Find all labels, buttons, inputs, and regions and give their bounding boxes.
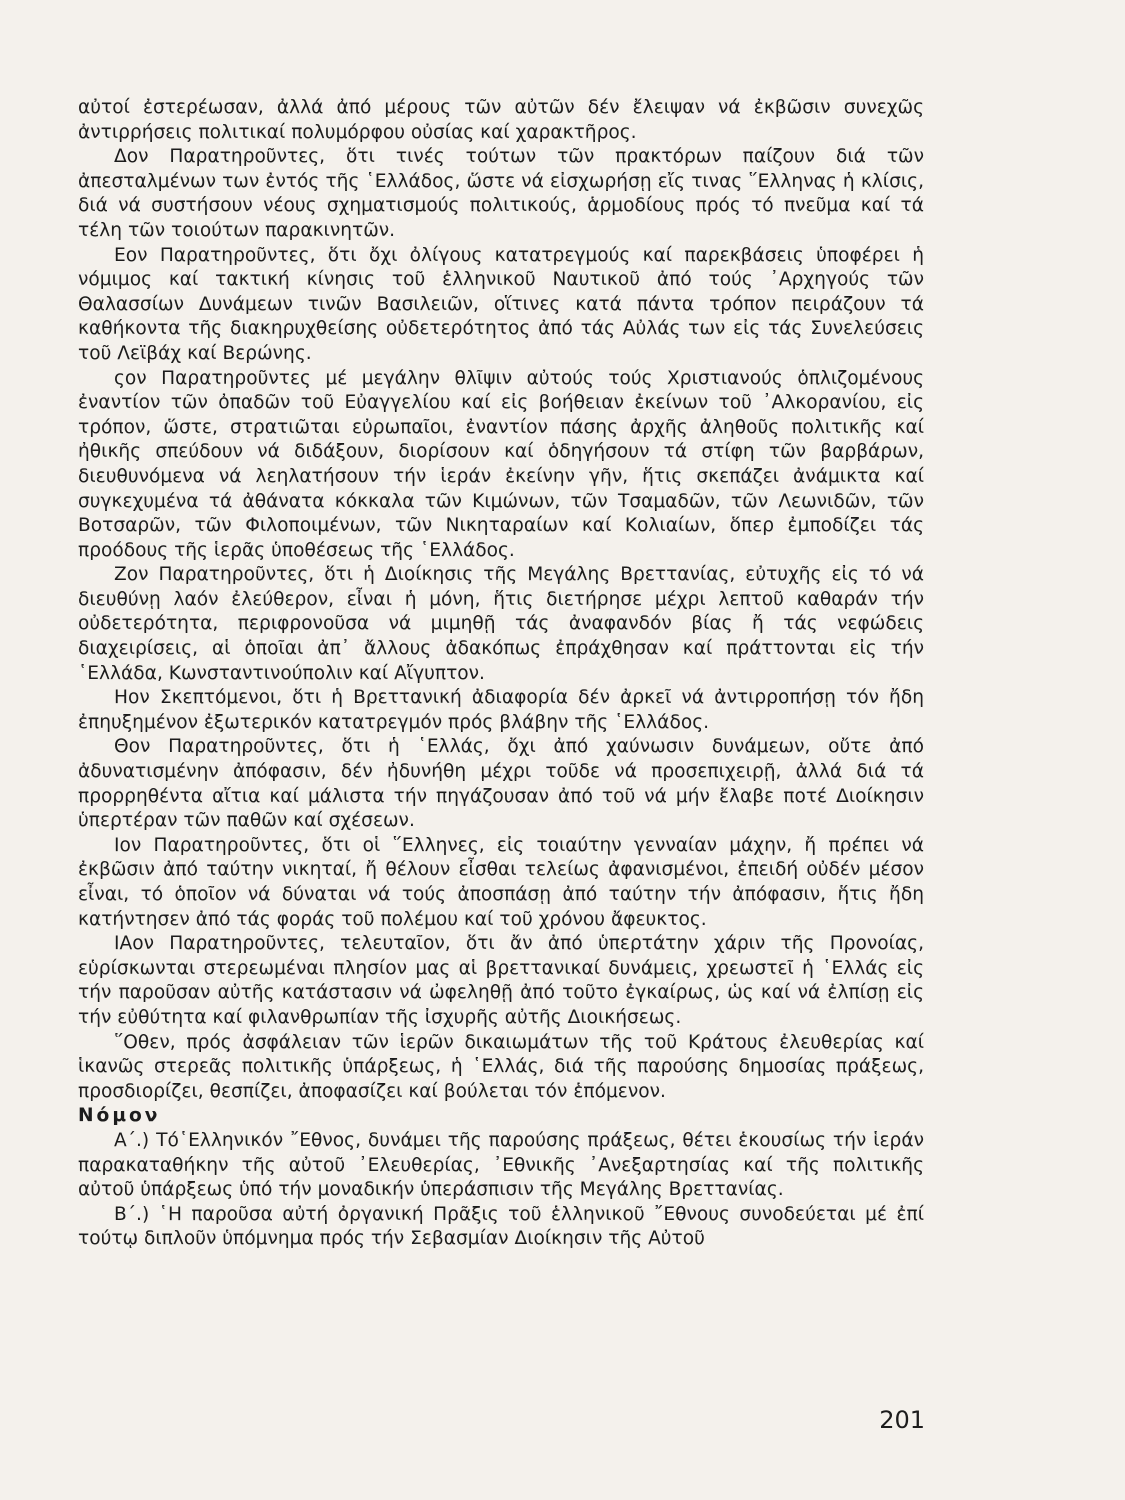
paragraph: Ηον Σκεπτόμενοι, ὅτι ἡ Βρεττανική ἀδιαφορία δέν ἀρκεῖ νά ἀντιρροπήσῃ τόν ἤδη ἐπηυξημένον ἐξωτερικόν κατατρεγμόν πρός βλάβην τῆς ῾Ελλάδος. (78, 687, 924, 733)
paragraph: Ιον Παρατηροῦντες, ὅτι οἱ ῞Ελληνες, εἰς τοιαύτην γενναίαν μάχην, ἤ πρέπει νά ἐκβῶσιν ἀπό ταύτην νικηταί, ἤ θέλουν εἶσθαι τελείως ἀφανισμένοι, ἐπειδή οὐδέν μέσον εἶναι, τό ὁποῖον νά δύναται νά τούς ἀποσπάσῃ ἀπό ταύτην τήν ἀπόφασιν, ἥτις ἤδη κατήντησεν ἀπό τάς φοράς τοῦ πολέμου καί τοῦ χρόνου ἄφευκτος. (78, 834, 924, 930)
document-body (78, 96, 924, 1252)
paragraph: ςον Παρατηροῦντες μέ μεγάλην θλῖψιν αὐτούς τούς Χριστιανούς ὁπλιζομένους ἐναντίον τῶν ὀπαδῶν τοῦ Εὐαγγελίου καί εἰς βοήθειαν ἐκείνων τοῦ ᾿Αλκορανίου, εἰς τρόπον, ὥστε, στρατιῶται εὐρωπαῖοι, ἐναντίον πάσης ἀρχῆς ἀληθοῦς πολιτικῆς καί ἠθικῆς σπεύδουν νά διδάξουν, διορίσουν καί ὁδηγήσουν τά στίφη τῶν βαρβάρων, διευθυνόμενα νά λεηλατήσουν τήν ἱεράν ἐκείνην γῆν, ἥτις σκεπάζει ἀνάμικτα καί συγκεχυμένα τά ἀθάνατα κόκκαλα τῶν Κιμώνων, τῶν Τσαμαδῶν, τῶν Λεωνιδῶν, τῶν Βοτσαρῶν, τῶν Φιλοποιμένων, τῶν Νικηταραίων καί Κολιαίων, ὅπερ ἐμποδίζει τάς προόδους τῆς ἱερᾶς ὑποθέσεως τῆς ῾Ελλάδος. (78, 367, 924, 561)
paragraph: Θον Παρατηροῦντες, ὅτι ἡ ῾Ελλάς, ὄχι ἀπό χαύνωσιν δυνάμεων, οὔτε ἀπό ἀδυνατισμένην ἀπόφασιν, δέν ἠδυνήθη μέχρι τοῦδε νά προσεπιχειρῇ, ἀλλά διά τά προρρηθέντα αἴτια καί μάλιστα τήν πηγάζουσαν ἀπό τοῦ νά μήν ἔλαβε ποτέ Διοίκησιν ὑπερτέραν τῶν παθῶν καί σχέσεων. (78, 736, 924, 832)
paragraph: Δον Παρατηροῦντες, ὅτι τινές τούτων τῶν πρακτόρων παίζουν διά τῶν ἀπεσταλμένων των ἐντός τῆς ῾Ελλάδος, ὥστε νά εἰσχωρήσῃ εἴς τινας ῞Ελληνας ἡ κλίσις, διά νά συστήσουν νέους σχηματισμούς πολιτικούς, ἁρμοδίους πρός τό πνεῦμα καί τά τέλη τῶν τοιούτων παρακινητῶν. (78, 146, 924, 241)
page-number: 201 (879, 1406, 925, 1434)
paragraph: Εον Παρατηροῦντες, ὅτι ὄχι ὀλίγους κατατρεγμούς καί παρεκβάσεις ὑποφέρει ἡ νόμιμος καί τακτική κίνησις τοῦ ἑλληνικοῦ Ναυτικοῦ ἀπό τούς ᾿Αρχηγούς τῶν Θαλασσίων Δυνάμεων τινῶν Βασιλειῶν, οἵτινες κατά πάντα τρόπον πειράζουν τά καθήκοντα τῆς διακηρυχθείσης οὐδετερότητος ἀπό τάς Αὐλάς των εἰς τάς Συνελεύσεις τοῦ Λεϊβάχ καί Βερώνης. (78, 244, 924, 364)
law-heading: Νόμον (78, 1105, 161, 1127)
paragraph: ΙΑον Παρατηροῦντες, τελευταῖον, ὅτι ἄν ἀπό ὑπερτάτην χάριν τῆς Προνοίας, εὑρίσκωνται στερεωμέναι πλησίον μας αἱ βρεττανικαί δυνάμεις, χρεωστεῖ ἡ ῾Ελλάς εἰς τήν παροῦσαν αὐτῆς κατάστασιν νά ὠφεληθῇ ἀπό τοῦτο ἐγκαίρως, ὡς καί νά ἐλπίσῃ εἰς τήν εὐθύτητα καί φιλανθρωπίαν τῆς ἰσχυρῆς αὐτῆς Διοικήσεως. (78, 933, 924, 1028)
article: Β΄.) ῾Η παροῦσα αὐτή ὀργανική Πρᾶξις τοῦ ἑλληνικοῦ ῎Εθνους συνοδεύεται μέ ἐπί τούτῳ διπλοῦν ὑπόμνημα πρός τήν Σεβασμίαν Διοίκησιν τῆς Αὐτοῦ (78, 1203, 924, 1250)
paragraph: αὐτοί ἐστερέωσαν, ἀλλά ἀπό μέρους τῶν αὐτῶν δέν ἔλειψαν νά ἐκβῶσιν συνεχῶς ἀντιρρήσεις πολιτικαί πολυμόρφου οὐσίας καί χαρακτῆρος. (78, 97, 924, 143)
paragraph: ῞Οθεν, πρός ἀσφάλειαν τῶν ἱερῶν δικαιωμάτων τῆς τοῦ Κράτους ἐλευθερίας καί ἱκανῶς στερεᾶς πολιτικῆς ὑπάρξεως, ἡ ῾Ελλάς, διά τῆς παρούσης δημοσίας πράξεως, προσδιορίζει, θεσπίζει, ἀποφασίζει καί βούλεται τόν ἑπόμενον. (78, 1031, 924, 1102)
article: Α΄.) Τό῾Ελληνικόν ῎Εθνος, δυνάμει τῆς παρούσης πράξεως, θέτει ἑκουσίως τήν ἱεράν παρακαταθήκην τῆς αὐτοῦ ᾿Ελευθερίας, ᾿Εθνικῆς ᾿Ανεξαρτησίας καί τῆς πολιτικῆς αὐτοῦ ὑπάρξεως ὑπό τήν μοναδικήν ὑπεράσπισιν τῆς Μεγάλης Βρεττανίας. (78, 1129, 924, 1201)
paragraph: Ζον Παρατηροῦντες, ὅτι ἡ Διοίκησις τῆς Μεγάλης Βρεττανίας, εὐτυχῆς εἰς τό νά διευθύνῃ λαόν ἐλεύθερον, εἶναι ἡ μόνη, ἥτις διετήρησε μέχρι λεπτοῦ καθαράν τήν οὐδετερότητα, περιφρονοῦσα νά μιμηθῇ τάς ἀναφανδόν βίας ἤ τάς νεφώδεις διαχειρίσεις, αἱ ὁποῖαι ἀπ᾿ ἄλλους ἀδακόπως ἐπράχθησαν καί πράττονται εἰς τήν ῾Ελλάδα, Κωνσταντινούπολιν καί Αἴγυπτον. (78, 564, 924, 684)
